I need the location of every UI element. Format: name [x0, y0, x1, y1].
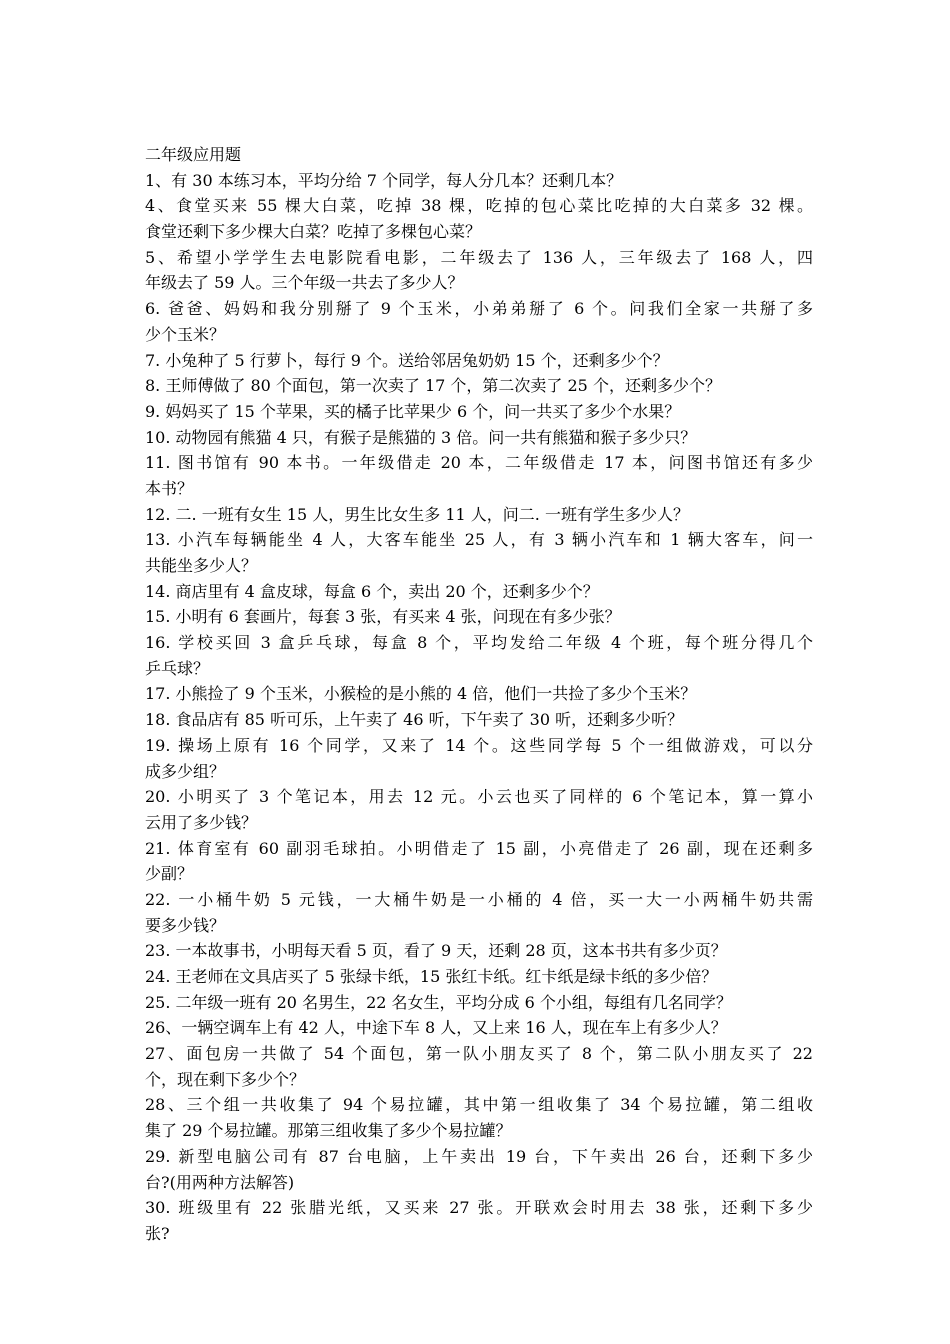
problem-list: [145, 168, 813, 1247]
problem-item: [145, 399, 813, 425]
problem-line: 28、三个组一共收集了 94 个易拉罐，其中第一组收集了 34 个易拉罐，第二组收: [145, 1095, 813, 1115]
problem-line: 5、希望小学学生去电影院看电影，二年级去了 136 人，三年级去了 168 人，四: [145, 247, 813, 267]
problem-item: [145, 836, 813, 887]
problem-line: 6. 爸爸、妈妈和我分别掰了 9 个玉米，小弟弟掰了 6 个。问我们全家一共掰了多: [145, 299, 813, 319]
problem-item: [145, 373, 813, 399]
problem-item: [145, 630, 813, 681]
problem-item: [145, 579, 813, 605]
document-title: 二年级应用题: [145, 145, 242, 164]
problem-line: 云用了多少钱？: [145, 812, 258, 832]
problem-line: 食堂还剩下多少棵大白菜？吃掉了多棵包心菜？: [145, 222, 482, 242]
problem-line: 1、有 30 本练习本，平均分给 7 个同学，每人分几本？还剩几本？: [145, 170, 623, 190]
problem-item: [145, 348, 813, 374]
problem-line: 8. 王师傅做了 80 个面包，第一次卖了 17 个，第二次卖了 25 个，还剩多少个？: [145, 376, 721, 396]
problem-item: [145, 964, 813, 990]
problem-item: [145, 938, 813, 964]
problem-line: 少个玉米？: [145, 324, 226, 344]
problem-line: 25. 二年级一班有 20 名男生，22 名女生，平均分成 6 个小组，每组有几名同学？: [145, 992, 732, 1012]
problem-line: 16. 学校买回 3 盒乒乓球，每盒 8 个，平均发给二年级 4 个班，每个班分得几个: [145, 633, 813, 653]
problem-line: 29. 新型电脑公司有 87 台电脑，上午卖出 19 台，下午卖出 26 台，还剩下多少: [145, 1146, 813, 1166]
problem-line: 本书？: [145, 478, 194, 498]
problem-line: 7. 小兔种了 5 行萝卜，每行 9 个。送给邻居兔奶奶 15 个，还剩多少个？: [145, 350, 669, 370]
problem-line: 4、食堂买来 55 棵大白菜，吃掉 38 棵，吃掉的包心菜比吃掉的大白菜多 32 棵。: [145, 196, 813, 216]
problem-line: 9. 妈妈买了 15 个苹果，买的橘子比苹果少 6 个，问一共买了多少个水果？: [145, 401, 681, 421]
problem-line: 11. 图书馆有 90 本书。一年级借走 20 本，二年级借走 17 本，问图书馆还有多少: [145, 453, 813, 473]
problem-line: 个，现在剩下多少个？: [145, 1069, 306, 1089]
problem-line: 22. 一小桶牛奶 5 元钱，一大桶牛奶是一小桶的 4 倍，买一大一小两桶牛奶共需: [145, 889, 813, 909]
problem-item: [145, 604, 813, 630]
problem-item: [145, 1195, 813, 1246]
problem-line: 成多少组？: [145, 761, 226, 781]
problem-line: 17. 小熊捡了 9 个玉米，小猴检的是小熊的 4 倍，他们一共捡了多少个玉米？: [145, 684, 697, 704]
problem-line: 共能坐多少人？: [145, 556, 258, 575]
problem-line: 27、面包房一共做了 54 个面包，第一队小朋友买了 8 个，第二队小朋友买了 22: [145, 1044, 813, 1064]
problem-line: 13. 小汽车每辆能坐 4 人，大客车能坐 25 人，有 3 辆小汽车和 1 辆大客车，问一: [145, 530, 813, 550]
problem-line: 14. 商店里有 4 盒皮球，每盒 6 个，卖出 20 个，还剩多少个？: [145, 581, 599, 601]
problem-line: 30. 班级里有 22 张腊光纸，又买来 27 张。开联欢会时用去 38 张，还剩下多少: [145, 1198, 813, 1218]
problem-line: 10. 动物园有熊猫 4 只，有猴子是熊猫的 3 倍。问一共有熊猫和猴子多少只？: [145, 427, 697, 447]
problem-line: 乒乓球？: [145, 658, 210, 678]
problem-line: 18. 食品店有 85 听可乐，上午卖了 46 听，下午卖了 30 听，还剩多少听？: [145, 710, 684, 730]
problem-line: 集了 29 个易拉罐。那第三组收集了多少个易拉罐？: [145, 1121, 512, 1141]
problem-line: 26、一辆空调车上有 42 人，中途下车 8 人，又上来 16 人，现在车上有多少人？: [145, 1018, 727, 1038]
problem-line: 12. 二. 一班有女生 15 人，男生比女生多 11 人，问二. 一班有学生多少人？: [145, 504, 689, 524]
problem-item: [145, 1092, 813, 1143]
problem-line: 19. 操场上原有 16 个同学，又来了 14 个。这些同学每 5 个一组做游戏，可以分: [145, 735, 813, 755]
problem-line: 要多少钱？: [145, 915, 226, 935]
problem-line: 张?: [145, 1223, 170, 1243]
problem-line: 24. 王老师在文具店买了 5 张绿卡纸，15 张红卡纸。红卡纸是绿卡纸的多少倍？: [145, 967, 718, 986]
problem-item: [145, 1041, 813, 1092]
problem-line: 少副？: [145, 864, 194, 884]
problem-item: [145, 245, 813, 296]
problem-line: 15. 小明有 6 套画片，每套 3 张，有买来 4 张，问现在有多少张？: [145, 607, 621, 627]
problem-item: [145, 502, 813, 528]
problem-line: 20. 小明买了 3 个笔记本，用去 12 元。小云也买了同样的 6 个笔记本，算一算小: [145, 787, 813, 807]
problem-item: [145, 784, 813, 835]
document-page: [145, 142, 813, 1247]
problem-item: [145, 1144, 813, 1195]
problem-item: [145, 681, 813, 707]
problem-item: [145, 887, 813, 938]
problem-item: [145, 707, 813, 733]
problem-line: 年级去了 59 人。三个年级一共去了多少人？: [145, 273, 464, 293]
problem-item: [145, 425, 813, 451]
problem-item: [145, 168, 813, 194]
problem-line: 台?(用两种方法解答): [145, 1172, 295, 1192]
problem-item: [145, 1015, 813, 1041]
problem-item: [145, 733, 813, 784]
problem-item: [145, 193, 813, 244]
problem-item: [145, 450, 813, 501]
problem-line: 21. 体育室有 60 副羽毛球拍。小明借走了 15 副，小亮借走了 26 副，现在还剩多: [145, 838, 813, 858]
problem-item: [145, 296, 813, 347]
problem-item: [145, 990, 813, 1016]
problem-item: [145, 527, 813, 578]
problem-line: 23. 一本故事书，小明每天看 5 页，看了 9 天，还剩 28 页，这本书共有多少页？: [145, 941, 727, 961]
